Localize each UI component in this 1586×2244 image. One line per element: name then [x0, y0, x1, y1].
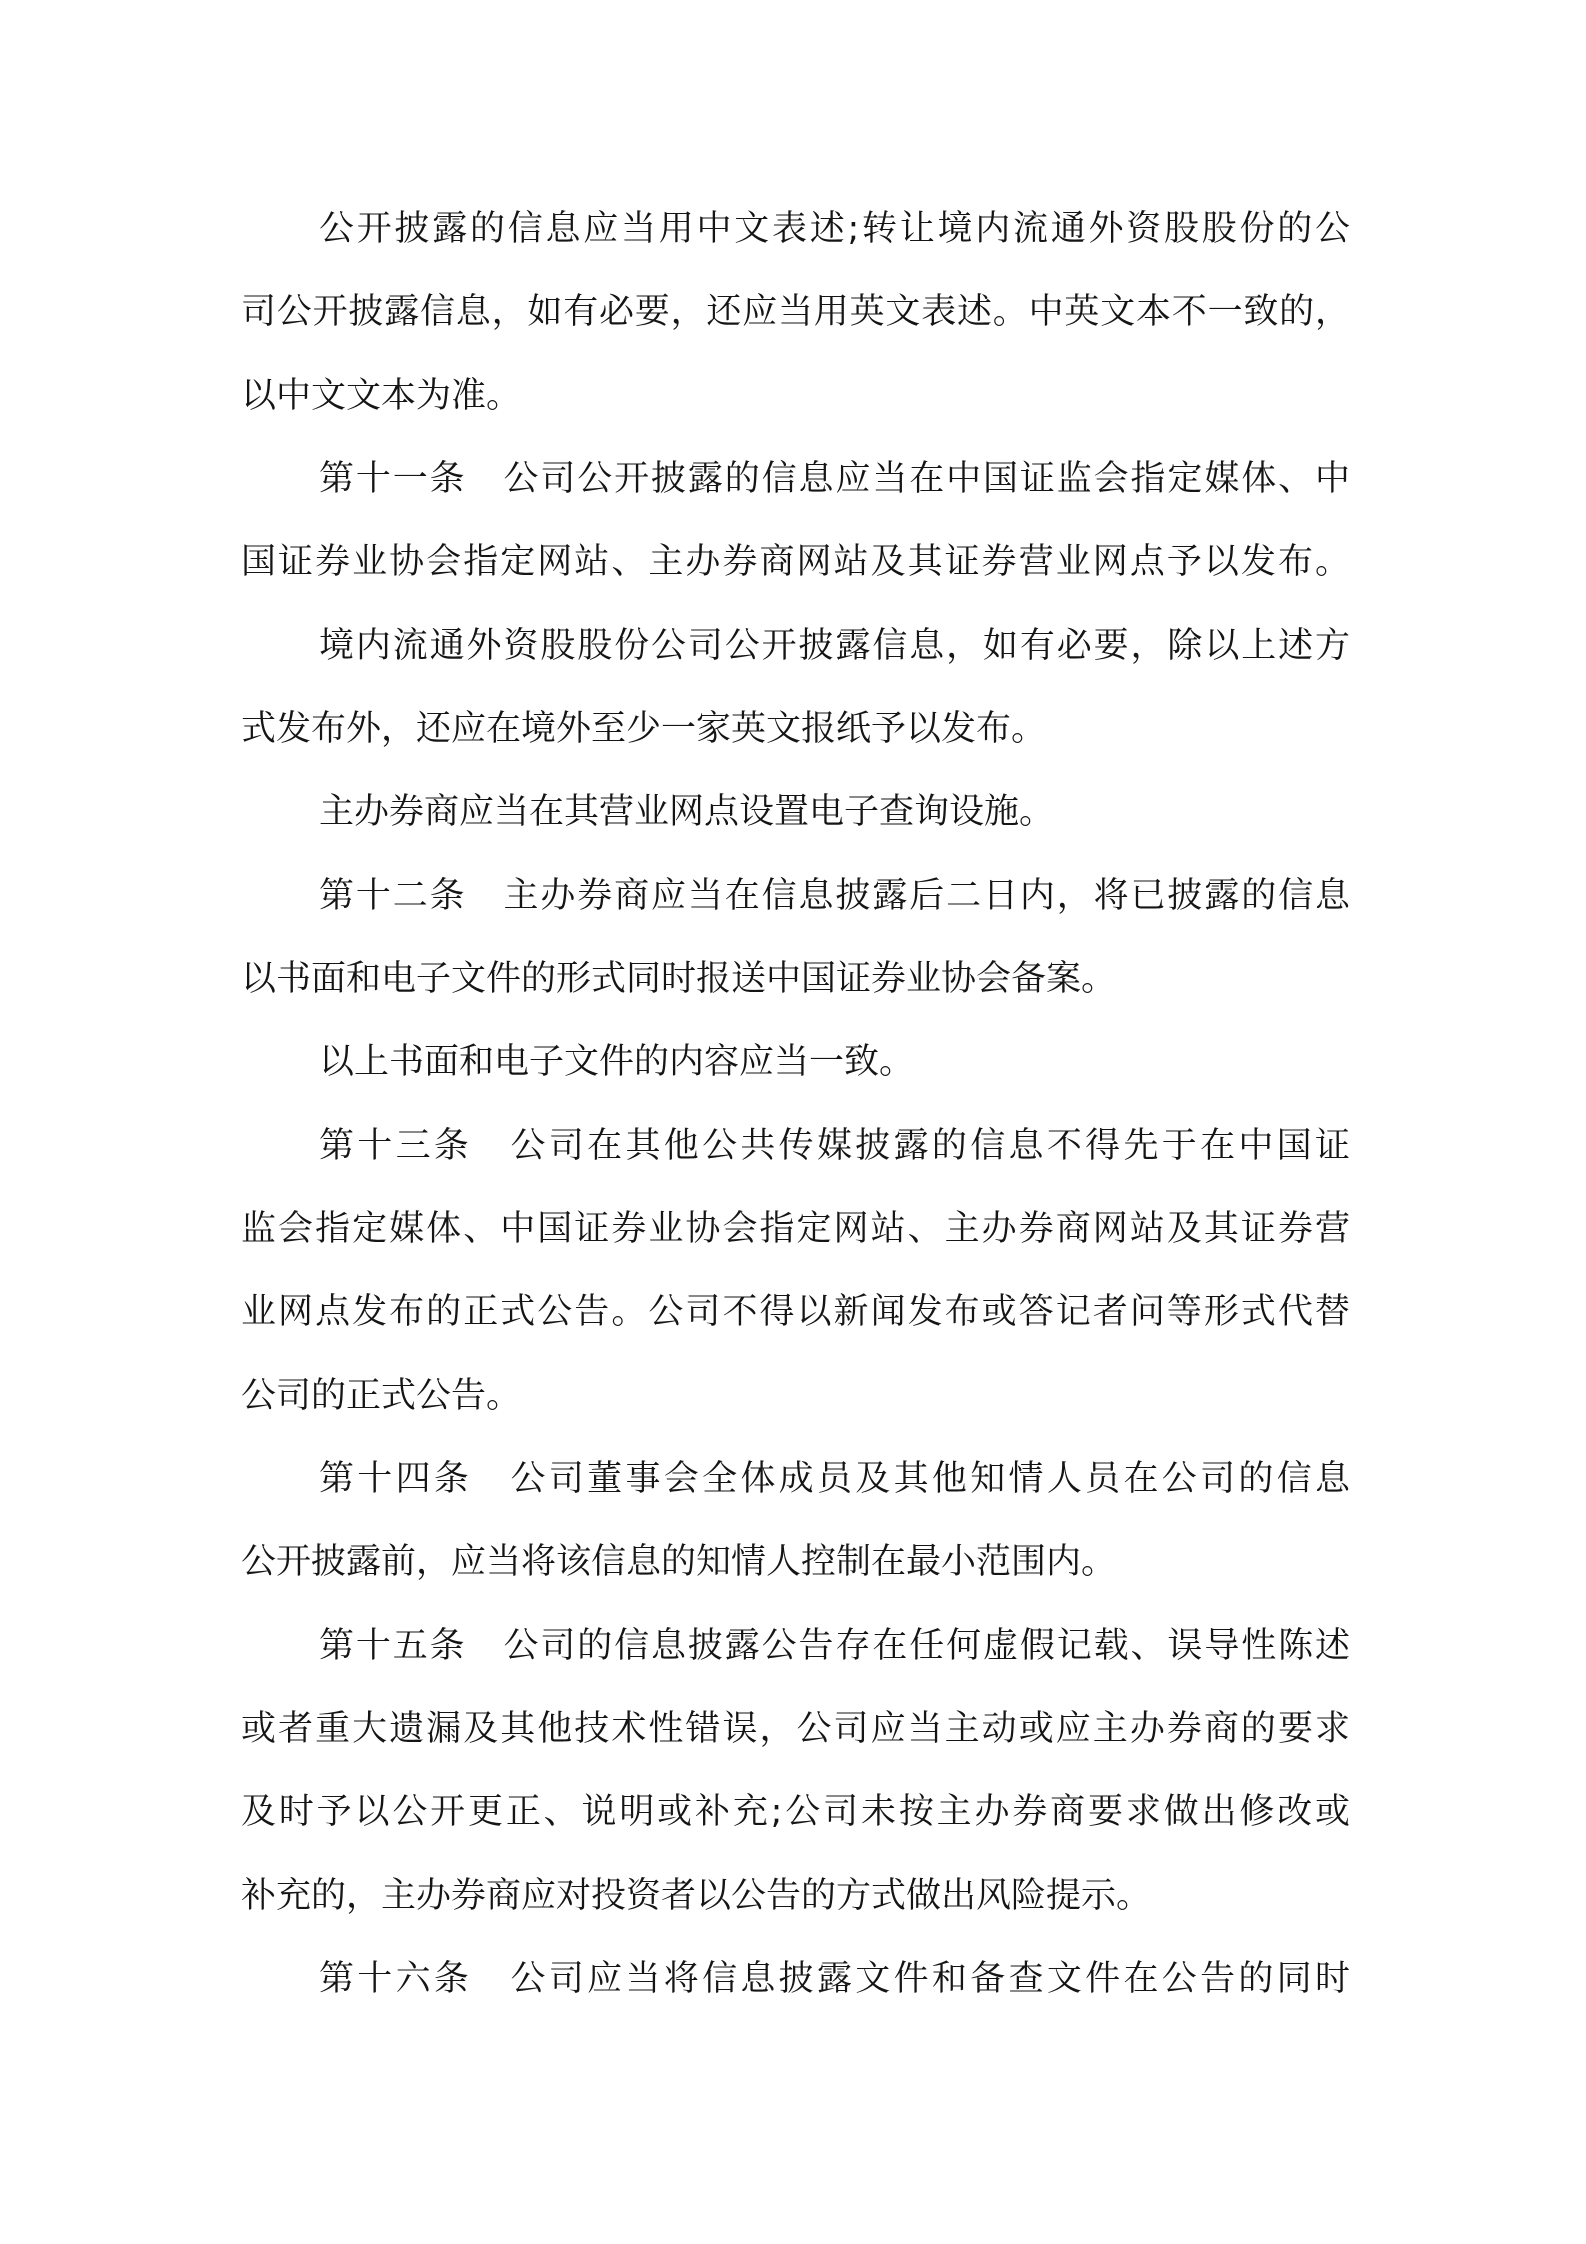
text-line: 第十一条 公司公开披露的信息应当在中国证监会指定媒体、中: [319, 458, 1350, 499]
paragraph-language: [241, 188, 1350, 438]
article-13: [241, 1105, 1350, 1438]
article-15: [241, 1605, 1350, 1938]
text-line: 第十六条 公司应当将信息披露文件和备查文件在公告的同时: [319, 1958, 1350, 1999]
text-line: 第十五条 公司的信息披露公告存在任何虚假记载、误导性陈述: [319, 1625, 1350, 1666]
text-line: 第十四条 公司董事会全体成员及其他知情人员在公司的信息: [319, 1458, 1350, 1499]
text-line: 第十二条 主办券商应当在信息披露后二日内，将已披露的信息: [319, 875, 1350, 916]
text-line: 以上书面和电子文件的内容应当一致。: [319, 1042, 915, 1083]
text-line: 公开披露前，应当将该信息的知情人控制在最小范围内。: [241, 1542, 1117, 1583]
text-line: 公开披露的信息应当用中文表述;转让境内流通外资股股份的公: [319, 209, 1350, 249]
article-14: [241, 1438, 1350, 1605]
text-line: 国证券业协会指定网站、主办券商网站及其证券营业网点予以发布。: [241, 542, 1350, 583]
text-line: 司公开披露信息，如有必要，还应当用英文表述。中英文本不一致的，: [241, 292, 1350, 333]
article-12: [241, 855, 1350, 1022]
text-line: 境内流通外资股股份公司公开披露信息，如有必要，除以上述方: [319, 625, 1350, 666]
text-line: 业网点发布的正式公告。公司不得以新闻发布或答记者问等形式代替: [241, 1292, 1350, 1333]
text-line: 以书面和电子文件的形式同时报送中国证券业协会备案。: [241, 958, 1117, 999]
document-body: [241, 188, 1350, 2021]
paragraph-query-facility: [241, 771, 1350, 854]
article-16: [241, 1938, 1350, 2021]
text-line: 补充的，主办券商应对投资者以公告的方式做出风险提示。: [241, 1875, 1152, 1916]
text-line: 式发布外，还应在境外至少一家英文报纸予以发布。: [241, 708, 1047, 749]
paragraph-foreign-publication: [241, 605, 1350, 772]
text-line: 主办券商应当在其营业网点设置电子查询设施。: [319, 792, 1055, 833]
article-11: [241, 438, 1350, 605]
text-line: 或者重大遗漏及其他技术性错误，公司应当主动或应主办券商的要求: [241, 1708, 1350, 1749]
text-line: 监会指定媒体、中国证券业协会指定网站、主办券商网站及其证券营: [241, 1208, 1350, 1249]
paragraph-consistency: [241, 1021, 1350, 1104]
text-line: 第十三条 公司在其他公共传媒披露的信息不得先于在中国证: [319, 1125, 1350, 1166]
text-line: 以中文文本为准。: [241, 375, 522, 416]
text-line: 公司的正式公告。: [241, 1375, 522, 1416]
text-line: 及时予以公开更正、说明或补充;公司未按主办券商要求做出修改或: [241, 1792, 1350, 1833]
